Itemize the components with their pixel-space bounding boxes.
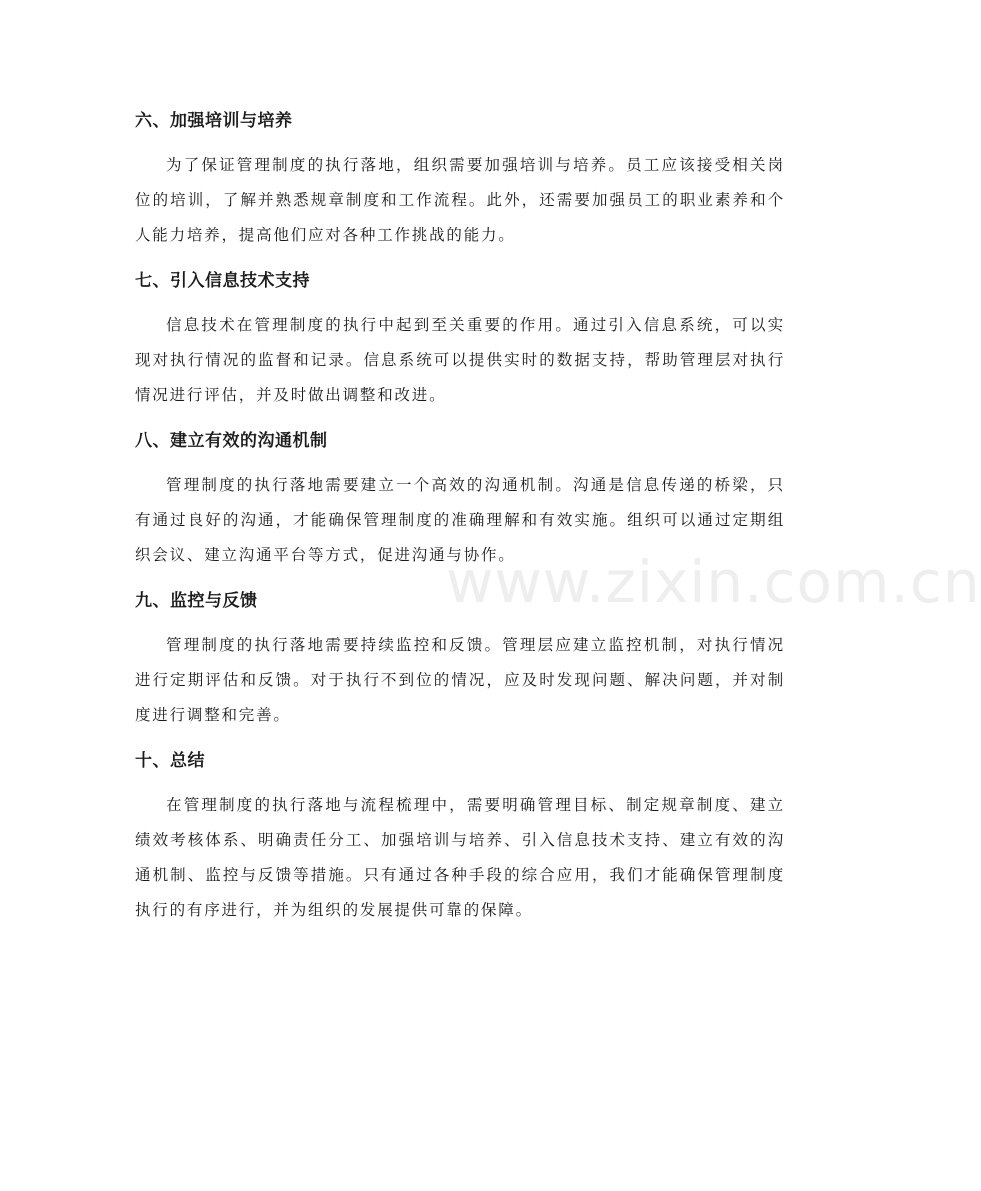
section-it-support [135,264,785,413]
section-title: 六、加强培训与培养 [135,111,293,131]
section-paragraph: 信息技术在管理制度的执行中起到至关重要的作用。通过引入信息系统，可以实现对执行情况的监督和记录。信息系统可以提供实时的数据支持，帮助管理层对执行情况进行评估，并及时做出调整和改进。 [135,316,785,404]
section-title: 十、总结 [135,751,205,771]
section-title: 八、建立有效的沟通机制 [135,431,328,451]
section-paragraph: 管理制度的执行落地需要建立一个高效的沟通机制。沟通是信息传递的桥梁，只有通过良好的沟通，才能确保管理制度的准确理解和有效实施。组织可以通过定期组织会议、建立沟通平台等方式，促进沟通与协作。 [135,476,785,564]
section-paragraph: 在管理制度的执行落地与流程梳理中，需要明确管理目标、制定规章制度、建立绩效考核体系、明确责任分工、加强培训与培养、引入信息技术支持、建立有效的沟通机制、监控与反馈等措施。只有通过各种手段的综合应用，我们才能确保管理制度执行的有序进行，并为组织的发展提供可靠的保障。 [135,796,785,919]
section-summary [135,744,785,928]
watermark: www.zixin.com.cn [446,548,981,616]
section-title: 九、监控与反馈 [135,591,258,611]
section-title: 七、引入信息技术支持 [135,271,310,291]
section-training [135,104,785,253]
section-paragraph: 管理制度的执行落地需要持续监控和反馈。管理层应建立监控机制，对执行情况进行定期评估和反馈。对于执行不到位的情况，应及时发现问题、解决问题，并对制度进行调整和完善。 [135,636,785,724]
section-paragraph: 为了保证管理制度的执行落地，组织需要加强培训与培养。员工应该接受相关岗位的培训，了解并熟悉规章制度和工作流程。此外，还需要加强员工的职业素养和个人能力培养，提高他们应对各种工作挑战的能力。 [135,156,785,244]
